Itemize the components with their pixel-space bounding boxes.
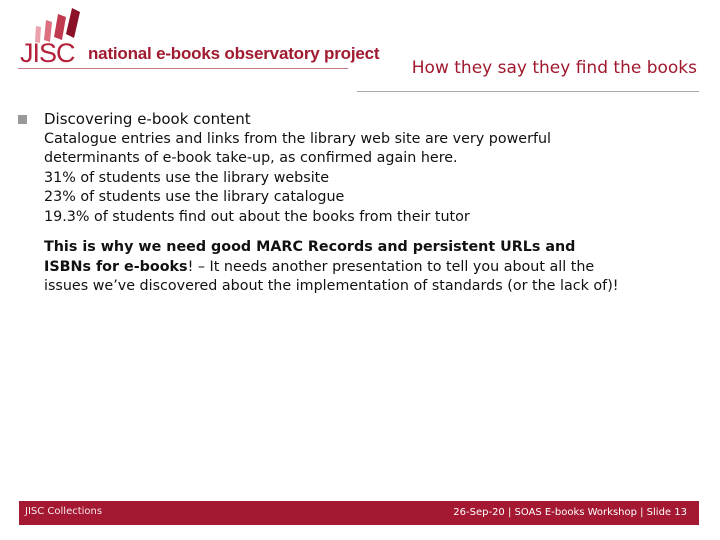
logo-underline: [18, 68, 348, 69]
slide-body: [18, 110, 708, 297]
paragraph-line: Catalogue entries and links from the library web site are very powerful: [44, 130, 552, 147]
square-bullet-icon: [18, 115, 27, 124]
footer-bar: [19, 501, 699, 525]
emphasis-rest-text: ! – It needs another presentation to tell you about all the: [187, 258, 595, 275]
emphasis-line: This is why we need good MARC Records and persistent URLs and: [44, 239, 576, 255]
emphasis-line: issues we’ve discovered about the implementation of standards (or the lack of)!: [44, 278, 619, 294]
emphasis-line: [44, 258, 708, 278]
statistic-line: 31% of students use the library website: [44, 169, 330, 186]
bullet-item: [18, 110, 708, 130]
findings-paragraph: [44, 130, 708, 228]
bullet-heading: Discovering e-book content: [44, 110, 251, 128]
footer-organisation: JISC Collections: [25, 506, 103, 517]
logo-brand: JISC: [20, 38, 75, 68]
title-divider: [357, 91, 699, 92]
footer-slide-info: 26-Sep-20 | SOAS E-books Workshop | Slide 13: [453, 507, 687, 518]
logo-project-name: national e-books observatory project: [88, 44, 380, 63]
paragraph-line: determinants of e-book take-up, as confirmed again here.: [44, 150, 458, 166]
statistic-line: 23% of students use the library catalogue: [44, 189, 345, 205]
conclusion-paragraph: [44, 238, 708, 297]
emphasis-bold-text: ISBNs for e-books: [44, 258, 188, 275]
jisc-logo: [18, 4, 380, 68]
slide-title: How they say they find the books: [411, 58, 697, 78]
statistic-line: 19.3% of students find out about the books from their tutor: [44, 208, 470, 225]
